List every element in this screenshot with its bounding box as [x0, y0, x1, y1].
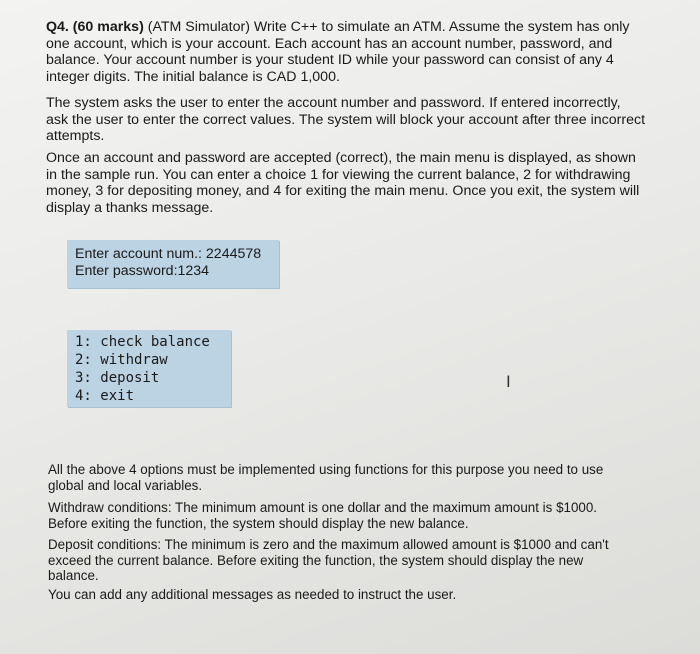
note-line: Deposit conditions: The minimum is zero and the maximum allowed amount is $1000 and can't — [48, 537, 609, 552]
question-line: attempts. — [46, 128, 105, 145]
question-intro — [46, 19, 676, 85]
question-line: balance. Your account number is your student ID while your password can consist of any 4 — [46, 52, 614, 69]
menu-option: 4: exit — [75, 388, 135, 404]
question-line: ask the user to enter the correct values. The system will block your account after three incorrect — [46, 111, 646, 128]
question-line: integer digits. The initial balance is CAD 1,000. — [46, 68, 340, 85]
note-line: All the above 4 options must be implemented using functions for this purpose you need to use — [48, 462, 604, 477]
note-line: exceed the current balance. Before exiting the function, the system should display the new — [48, 552, 584, 568]
question-line: Q4. (60 marks) (ATM Simulator) Write C++ to simulate an ATM. Assume the system has only — [46, 19, 630, 35]
sample-login-box — [67, 240, 279, 288]
note-line: balance. — [48, 568, 99, 584]
sample-menu-box — [67, 330, 231, 407]
menu-requirement — [46, 150, 676, 216]
question-line: in the sample run. You can enter a choice 1 for viewing the current balance, 2 for withdrawing — [46, 166, 631, 183]
note-line: global and local variables. — [48, 477, 203, 493]
question-line: The system asks the user to enter the account number and password. If entered incorrectly, — [46, 95, 621, 111]
sample-login-line: Enter password:1234 — [75, 263, 210, 279]
login-requirement — [46, 95, 676, 145]
question-line: display a thanks message. — [46, 199, 214, 216]
menu-option: 2: withdraw — [75, 352, 168, 368]
note-line: Before exiting the function, the system should display the new balance. — [48, 515, 469, 531]
menu-option: 3: deposit — [75, 370, 160, 386]
question-line: one account, which is your account. Each account has an account number, password, and — [46, 35, 613, 52]
withdraw-conditions — [48, 500, 678, 531]
additional-messages-note — [48, 587, 678, 603]
note-line: Withdraw conditions: The minimum amount is one dollar and the maximum amount is $1000. — [48, 500, 598, 515]
sample-login-line: Enter account num.: 2244578 — [75, 246, 262, 262]
deposit-conditions — [48, 537, 678, 584]
menu-option: 1: check balance — [75, 334, 210, 350]
functions-note — [48, 462, 678, 493]
question-line: money, 3 for depositing money, and 4 for exiting the main menu. Once you exit, the system will — [46, 183, 640, 200]
text-cursor-icon: I — [506, 372, 511, 391]
question-line: Once an account and password are accepted (correct), the main menu is displayed, as shown — [46, 150, 636, 166]
question-number-marks: Q4. (60 marks) — [46, 19, 144, 35]
note-line: You can add any additional messages as needed to instruct the user. — [48, 587, 457, 602]
